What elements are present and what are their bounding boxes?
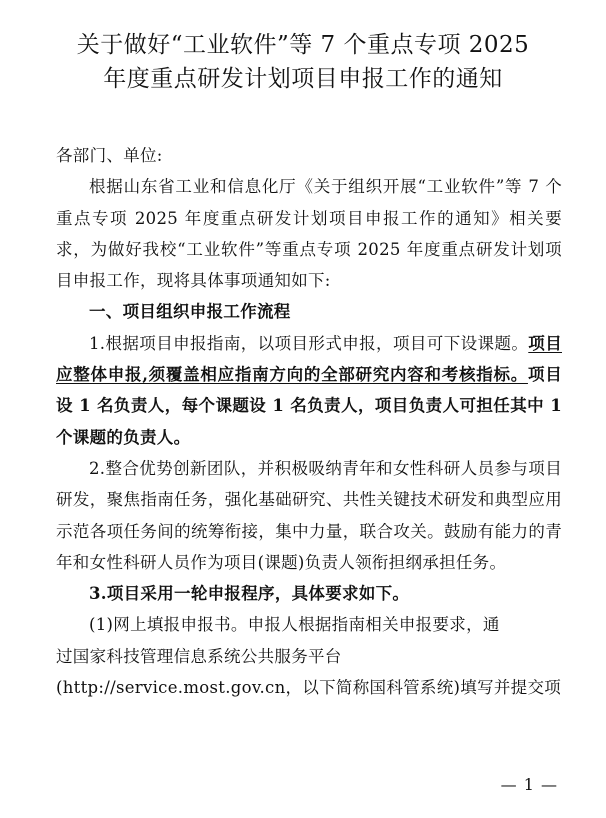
item-1-paragraph: [56, 328, 562, 453]
title-line-2: 年度重点研发计划项目申报工作的通知: [103, 66, 503, 92]
item-1-lead: 1.根据项目申报指南，以项目形式申报，项目可下设课题。: [89, 333, 529, 353]
item-2-paragraph: 2.整合优势创新团队，并积极吸纳青年和女性科研人员参与项目研发，聚焦指南任务，强化基础研究、共性关键技术研发和典型应用示范各项任务间的统筹衔接，集中力量，联合攻关。鼓励有能力的青年和女性科研人员作为项目(课题)负责人领衔担纲承担任务。: [56, 458, 562, 572]
item-3-heading: 3.项目采用一轮申报程序，具体要求如下。: [89, 584, 410, 604]
document-title: [40, 28, 566, 96]
document-body: [56, 140, 562, 703]
item-3-1-paragraph: [56, 609, 562, 703]
section-1-heading: 一、项目组织申报工作流程: [89, 302, 291, 322]
intro-paragraph: 根据山东省工业和信息化厅《关于组织开展“工业软件”等 7 个重点专项 2025 年度重点研发计划项目申报工作的通知》相关要求，为做好我校“工业软件”等重点专项 2025 年度重点研发计划项目申报工作，现将具体事项通知如下:: [56, 177, 562, 291]
salutation: 各部门、单位:: [56, 146, 163, 165]
item-3-1-line-2: 过国家科技管理信息系统公共服务平台: [56, 646, 342, 666]
item-3-1-line-1: (1)网上填报申报书。申报人根据指南相关申报要求，通: [89, 615, 500, 635]
item-3-1-line-3: (http://service.most.gov.cn，以下简称国科管系统)填写并提交项: [56, 678, 562, 698]
item-1-underlined-requirement: 项目应整体申报,须覆盖相应指南方向的全部研究内容和考核指标。: [56, 333, 562, 385]
item-1-responsible-person: 项目设 1 名负责人，每个课题设 1 名负责人，项目负责人可担任其中 1 个课题的负责人。: [56, 365, 562, 447]
title-line-1: 关于做好“工业软件”等 7 个重点专项 2025: [76, 32, 530, 58]
page-number: — 1 —: [500, 775, 558, 794]
